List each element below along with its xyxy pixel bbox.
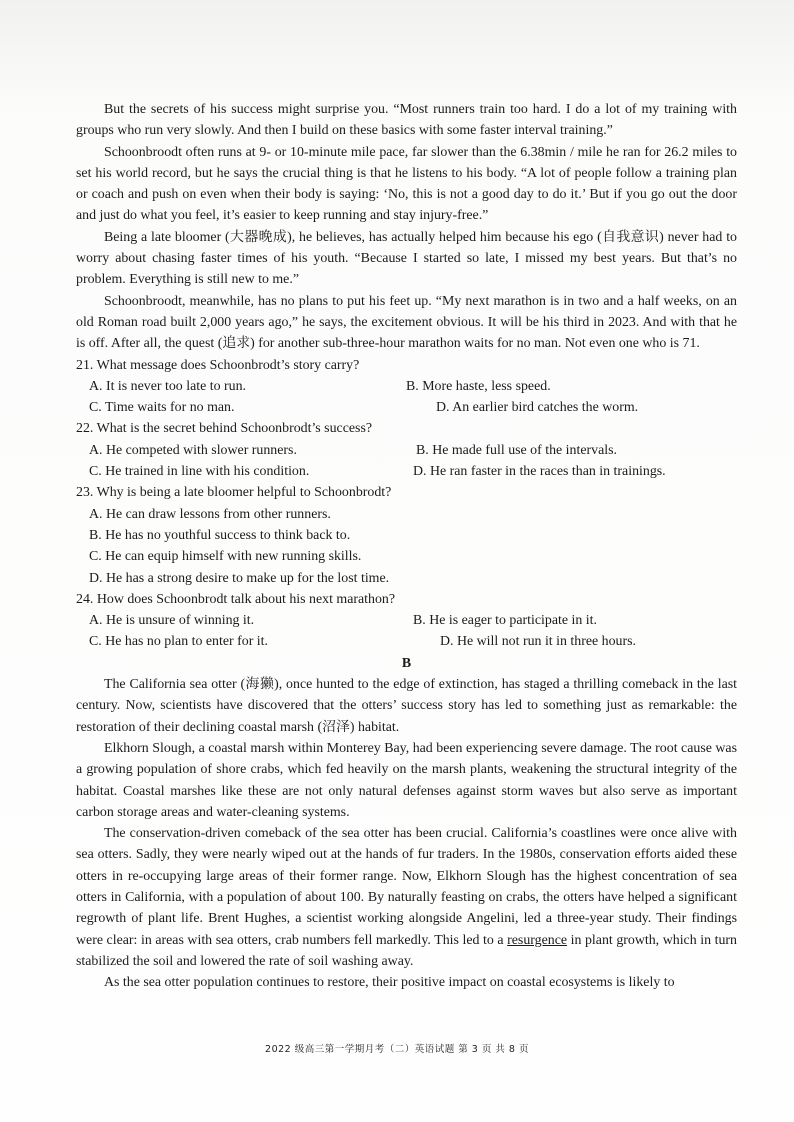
option-d: D. He will not run it in three hours. xyxy=(440,634,636,650)
question-stem: 24. How does Schoonbrodt talk about his next marathon? xyxy=(76,591,396,607)
question-stem: 22. What is the secret behind Schoonbrodt’s success? xyxy=(76,421,373,437)
passage-a-paragraph-1: But the secrets of his success might surprise you. “Most runners train too hard. I do a lot of my training with groups who run very slowly. And then I build on these basics with some faster interval training.” xyxy=(76,102,737,139)
option-row xyxy=(76,440,737,461)
option-a: A. It is never too late to run. xyxy=(89,378,247,394)
option-b: B. More haste, less speed. xyxy=(406,378,551,394)
option-row xyxy=(76,610,737,631)
question-stem: 23. Why is being a late bloomer helpful to Schoonbrodt? xyxy=(76,485,392,501)
option-row xyxy=(76,376,737,397)
option-b: B. He is eager to participate in it. xyxy=(413,613,597,629)
option-c: C. He can equip himself with new running skills. xyxy=(89,549,362,565)
option-row xyxy=(76,397,737,418)
option-c: C. Time waits for no man. xyxy=(89,400,235,416)
page-footer: 2022 级高三第一学期月考（二）英语试题 第 3 页 共 8 页 xyxy=(265,1044,529,1055)
question-22 xyxy=(76,418,737,482)
option-a: A. He can draw lessons from other runners. xyxy=(89,506,331,522)
passage-a-paragraph-2: Schoonbroodt often runs at 9- or 10-minute mile pace, far slower than the 6.38min / mile he ran for 26.2 miles to set his world record, but he says the crucial thing is that he listens to his body. “A lot of people follow a training plan or coach and push on even when their body is saying: ‘No, this is not a good day to do it.’ But if you go out the door and just do what you feel, it’s easier to keep running and stay injury-free.” xyxy=(76,144,737,224)
option-d: D. An earlier bird catches the worm. xyxy=(436,400,639,416)
option-d: D. He has a strong desire to make up for the lost time. xyxy=(89,570,390,586)
option-d: D. He ran faster in the races than in trainings. xyxy=(413,464,666,480)
paragraph-text: The conservation-driven comeback of the sea otter has been crucial. California’s coastlines were once alive with sea otters. Sadly, they were nearly wiped out at the hands of fur traders. In the 1980s, conservation efforts aided these otters in re-occupying large areas of their former range. Now, Elkhorn Slough has the highest concentration of sea otters in California, with a population of about 100. By naturally feasting on crabs, the otters have helped a significant regrowth of plant life. Brent Hughes, a scientist working alongside Angelini, led a three-year study. Their findings were clear: in areas with sea otters, crab numbers fell markedly. This led to a xyxy=(76,826,737,948)
passage-b-paragraph-3 xyxy=(76,823,737,972)
page-content xyxy=(76,99,737,993)
passage-b-paragraph-2: Elkhorn Slough, a coastal marsh within Monterey Bay, had been experiencing severe damage. The root cause was a growing population of shore crabs, which fed heavily on the marsh plants, weakening the structural integrity of the habitat. Coastal marshes like these are not only natural defenses against storm waves but also serve as important carbon storage areas and water-cleaning systems. xyxy=(76,740,737,820)
option-b: B. He has no youthful success to think back to. xyxy=(89,527,351,543)
option-c: C. He trained in line with his condition. xyxy=(89,464,310,480)
paragraph-text: in plant growth, which in turn stabilized the soil and lowered the rate of soil washing away. xyxy=(76,932,737,969)
question-stem: 21. What message does Schoonbrodt’s story carry? xyxy=(76,357,360,373)
underlined-word: resurgence xyxy=(507,932,568,948)
section-b-heading: B xyxy=(401,655,412,671)
question-23 xyxy=(76,482,737,588)
option-a: A. He is unsure of winning it. xyxy=(89,613,255,629)
question-24 xyxy=(76,589,737,653)
passage-a-paragraph-4: Schoonbroodt, meanwhile, has no plans to put his feet up. “My next marathon is in two and a half weeks, on an old Roman road built 2,000 years ago,” he says, the excitement obvious. It will be his third in 2023. And with that he is off. After all, the quest (追求) for another sub-three-hour marathon waits for no man. Not even one who is 71. xyxy=(76,293,737,352)
question-21 xyxy=(76,355,737,419)
passage-b-paragraph-1: The California sea otter (海獭), once hunted to the edge of extinction, has staged a thrilling comeback in the last century. Now, scientists have discovered that the otters’ success story has led to something just as remarkable: the restoration of their declining coastal marsh (沼泽) habitat. xyxy=(76,677,737,735)
option-a: A. He competed with slower runners. xyxy=(89,442,297,458)
option-b: B. He made full use of the intervals. xyxy=(416,442,617,458)
option-row xyxy=(76,631,737,652)
passage-a-paragraph-3: Being a late bloomer (大器晚成), he believes, has actually helped him because his ego (自我意识) never had to worry about chasing faster times of his youth. “Because I started so late, I missed my best years. But that’s no problem. Everything is still new to me.” xyxy=(76,229,737,288)
passage-b-paragraph-4: As the sea otter population continues to restore, their positive impact on coastal ecosystems is likely to xyxy=(104,975,675,991)
option-row xyxy=(76,461,737,482)
option-c: C. He has no plan to enter for it. xyxy=(89,634,268,650)
